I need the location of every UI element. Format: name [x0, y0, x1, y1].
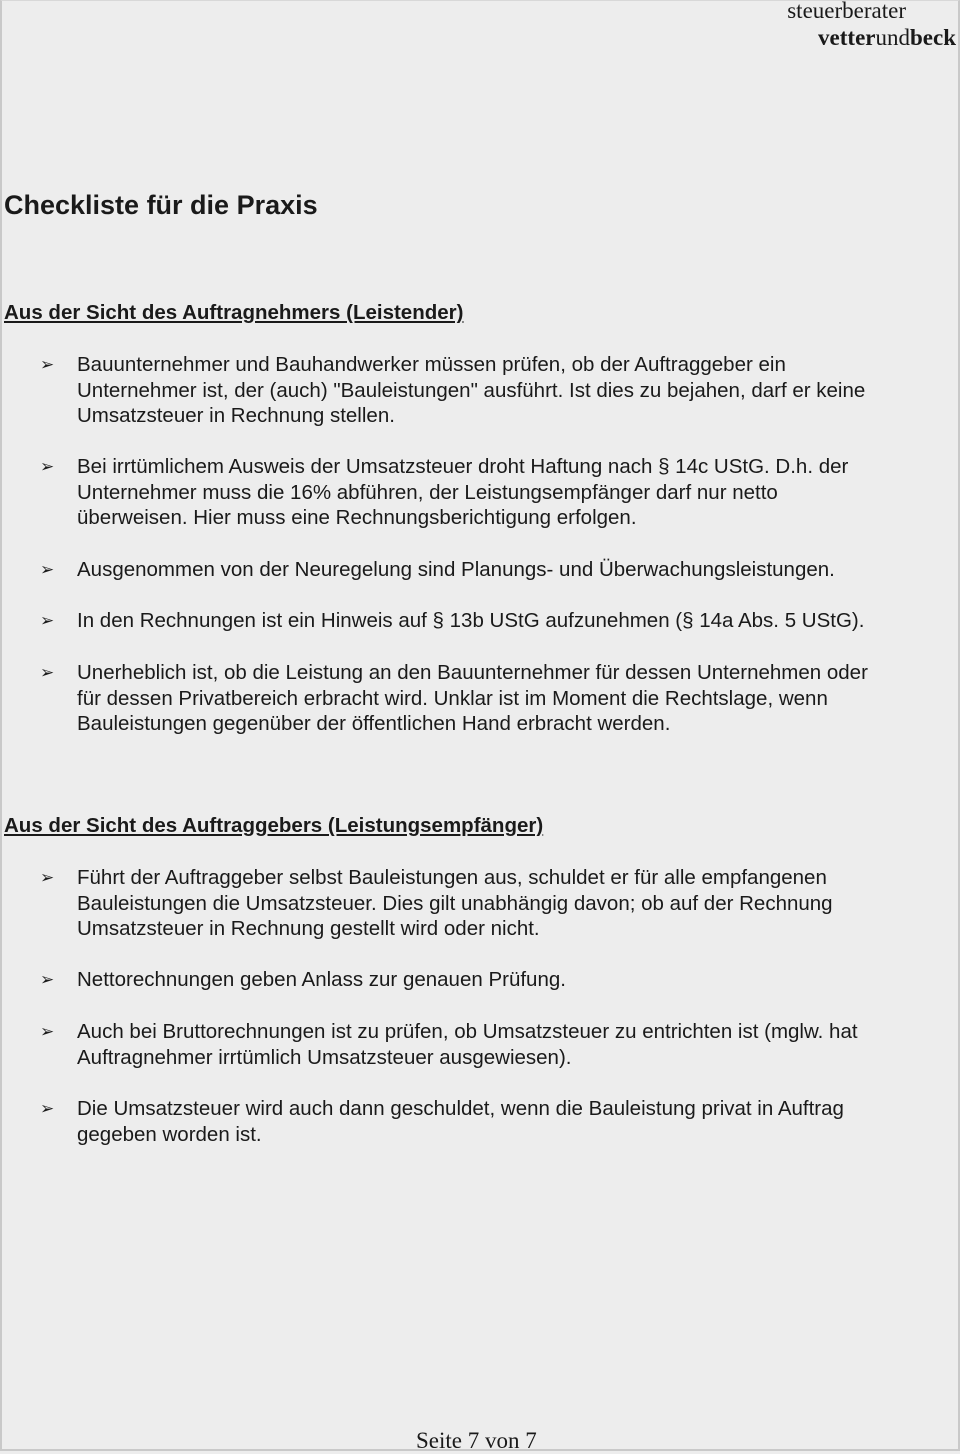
checklist-item-text	[77, 557, 950, 583]
checklist-item-text	[77, 660, 950, 737]
arrowhead-bullet-icon: ➢	[40, 663, 55, 682]
text-line: Bei irrtümlichem Ausweis der Umsatzsteuer droht Haftung nach § 14c UStG. D.h. der	[77, 455, 849, 478]
arrowhead-bullet-icon: ➢	[40, 355, 55, 374]
arrowhead-bullet-icon: ➢	[40, 1022, 55, 1041]
text-line: Bauleistungen gegenüber der öffentlichen Hand erbracht werden.	[77, 712, 671, 736]
text-line: für dessen Privatbereich erbracht wird. Unklar ist im Moment die Rechtslage, wenn	[77, 686, 828, 710]
checklist-item	[40, 352, 950, 429]
company-logo	[787, 0, 956, 51]
arrowhead-bullet-icon: ➢	[40, 868, 55, 887]
checklist-item	[40, 557, 950, 583]
text-line: Unerheblich ist, ob die Leistung an den Bauunternehmer für dessen Unternehmen oder	[77, 661, 868, 684]
text-line: Nettorechnungen geben Anlass zur genauen Prüfung.	[77, 968, 566, 991]
text-line: Umsatzsteuer in Rechnung gestellt wird oder nicht.	[77, 917, 540, 941]
checklist-item	[40, 608, 950, 634]
section-heading: Aus der Sicht des Auftragnehmers (Leistender)	[4, 301, 464, 324]
text-line: überweisen. Hier muss eine Rechnungsberichtigung erfolgen.	[77, 506, 637, 530]
text-line: In den Rechnungen ist ein Hinweis auf § 13b UStG aufzunehmen (§ 14a Abs. 5 UStG).	[77, 609, 865, 632]
page-title: Checkliste für die Praxis	[4, 190, 318, 220]
text-line: Auftragnehmer irrtümlich Umsatzsteuer ausgewiesen).	[77, 1045, 572, 1069]
logo-beck: beck	[910, 25, 956, 50]
logo-line-2	[787, 24, 956, 51]
arrowhead-bullet-icon: ➢	[40, 560, 55, 579]
logo-und: und	[875, 25, 910, 50]
text-line: Ausgenommen von der Neuregelung sind Planungs- und Überwachungsleistungen.	[77, 558, 835, 581]
arrowhead-bullet-icon: ➢	[40, 457, 55, 476]
checklist-item-text	[77, 1019, 950, 1070]
checklist-item-text	[77, 352, 950, 429]
checklist-item-text	[77, 865, 950, 942]
checklist-item-text	[77, 454, 950, 531]
arrowhead-bullet-icon: ➢	[40, 611, 55, 630]
checklist-item-text	[77, 967, 950, 993]
checklist-item-text	[77, 1096, 950, 1147]
text-line: Die Umsatzsteuer wird auch dann geschuldet, wenn die Bauleistung privat in Auftrag	[77, 1097, 844, 1120]
checklist-item	[40, 1019, 950, 1070]
checklist-item	[40, 454, 950, 531]
checklist-item	[40, 1096, 950, 1147]
logo-line-1: steuerberater	[787, 0, 906, 23]
logo-vetter: vetter	[818, 25, 876, 50]
text-line: Bauleistungen die Umsatzsteuer. Dies gilt unabhängig davon; ob auf der Rechnung	[77, 891, 833, 915]
text-line: Auch bei Bruttorechnungen ist zu prüfen, ob Umsatzsteuer zu entrichten ist (mglw. hat	[77, 1020, 858, 1043]
text-line: Führt der Auftraggeber selbst Bauleistungen aus, schuldet er für alle empfangenen	[77, 866, 827, 889]
checklist-item	[40, 660, 950, 737]
section-heading: Aus der Sicht des Auftraggebers (Leistungsempfänger)	[4, 814, 544, 837]
text-line: Bauunternehmer und Bauhandwerker müssen prüfen, ob der Auftraggeber ein	[77, 353, 786, 376]
arrowhead-bullet-icon: ➢	[40, 1099, 55, 1118]
text-line: gegeben worden ist.	[77, 1122, 262, 1146]
text-line: Unternehmer ist, der (auch) "Bauleistungen" ausführt. Ist dies zu bejahen, darf er keine	[77, 378, 866, 402]
text-line: Umsatzsteuer in Rechnung stellen.	[77, 404, 395, 428]
checklist-item-text	[77, 608, 950, 634]
arrowhead-bullet-icon: ➢	[40, 970, 55, 989]
page-number: Seite 7 von 7	[416, 1428, 537, 1453]
text-line: Unternehmer muss die 16% abführen, der Leistungsempfänger darf nur netto	[77, 480, 778, 504]
checklist-item	[40, 865, 950, 942]
checklist-item	[40, 967, 950, 993]
